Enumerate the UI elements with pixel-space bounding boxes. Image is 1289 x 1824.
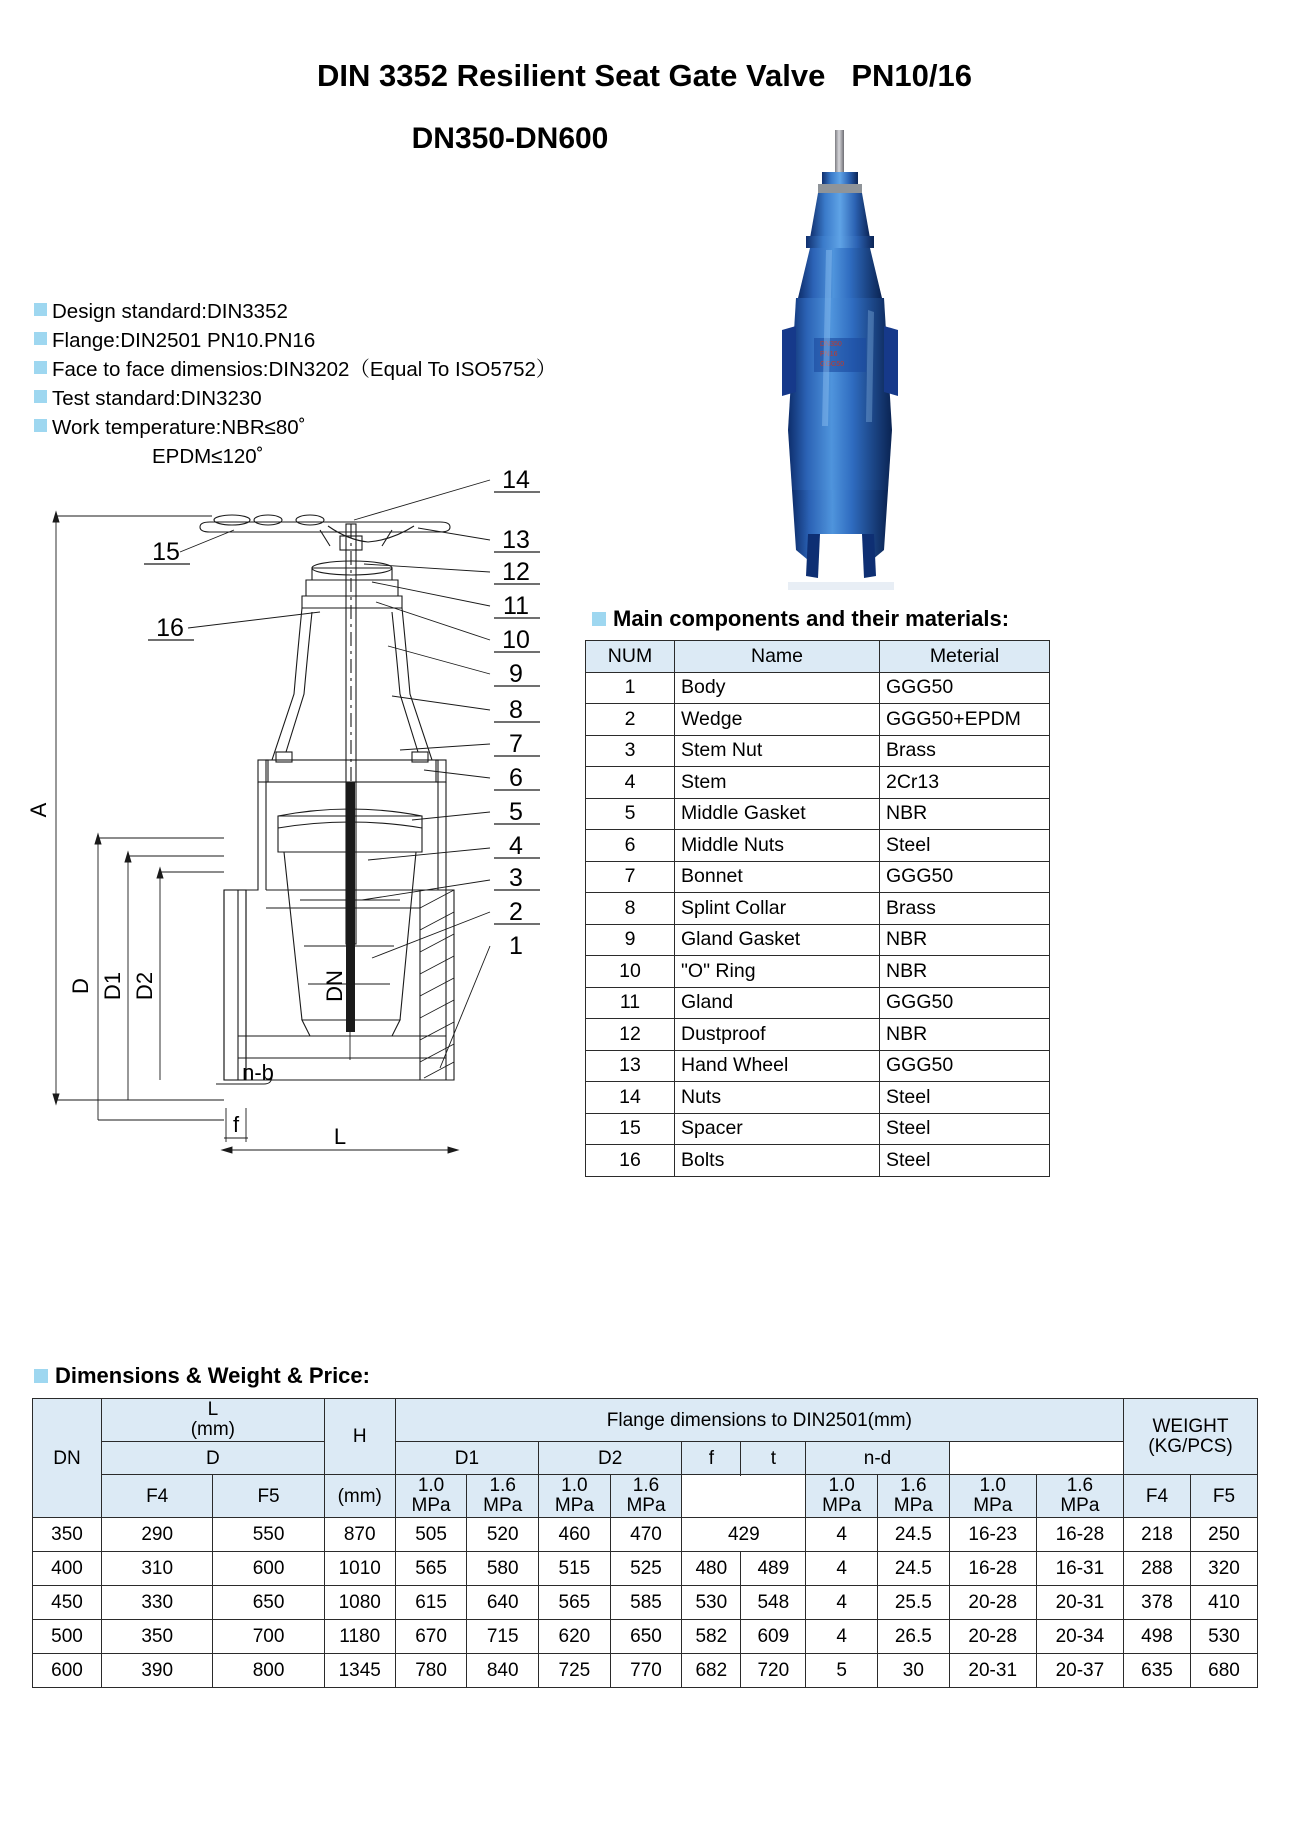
dim-col-weight-group: [1124, 1399, 1258, 1475]
material-name: Stem Nut: [675, 735, 880, 767]
material-name: Bonnet: [675, 861, 880, 893]
material-num: 16: [586, 1145, 675, 1177]
table-row: [586, 893, 1050, 925]
dim-cell-d2-10: 530: [682, 1586, 741, 1620]
dim-cell-l-f5: 800: [213, 1654, 324, 1688]
callout-4: 4: [509, 832, 523, 860]
dim-cell-d2-10: 480: [682, 1552, 741, 1586]
dimensions-header-row-2: [33, 1442, 1258, 1475]
material-name: Spacer: [675, 1113, 880, 1145]
dim-cell-weight-f4: 498: [1124, 1620, 1191, 1654]
dim-col-d-10: [395, 1475, 467, 1518]
material-num: 3: [586, 735, 675, 767]
dim-cell-f: 4: [806, 1518, 878, 1552]
dim-cell-weight-f5: 250: [1191, 1518, 1258, 1552]
dim-cell-d1-16: 650: [610, 1620, 682, 1654]
table-row: [33, 1518, 1258, 1552]
dim-mpa: MPa: [893, 1495, 933, 1516]
dim-col-d1-16: [610, 1475, 682, 1518]
material-num: 5: [586, 798, 675, 830]
dim-cell-dn: 450: [33, 1586, 102, 1620]
spec-item: [34, 413, 654, 442]
dim-cell-d-10: 615: [395, 1586, 467, 1620]
material-name: Body: [675, 672, 880, 704]
dimensions-table: [32, 1398, 1258, 1688]
callout-8: 8: [509, 696, 523, 724]
material-name: Middle Gasket: [675, 798, 880, 830]
dim-cell-weight-f4: 288: [1124, 1552, 1191, 1586]
dim-cell-weight-f5: 410: [1191, 1586, 1258, 1620]
dim-cell-l-f4: 330: [102, 1586, 213, 1620]
material-name: Dustproof: [675, 1019, 880, 1051]
dim-col-weight-unit: (KG/PCS): [1148, 1435, 1233, 1457]
table-row: [586, 956, 1050, 988]
dim-cell-d1-16: 585: [610, 1586, 682, 1620]
page-title: [0, 58, 1289, 94]
dim-cell-t: 24.5: [878, 1518, 950, 1552]
dim-cell-nd-16: 16-31: [1036, 1552, 1123, 1586]
dim-cell-dn: 500: [33, 1620, 102, 1654]
dim-cell-d2-16: 489: [741, 1552, 806, 1586]
dim-cell-weight-f4: 378: [1124, 1586, 1191, 1620]
callout-2: 2: [509, 898, 523, 926]
dim-cell-l-f5: 700: [213, 1620, 324, 1654]
dim-label-A: A: [26, 802, 51, 818]
bullet-square-icon: [34, 361, 47, 374]
dim-cell-d-16: 840: [467, 1654, 539, 1688]
dimensions-body: [33, 1518, 1258, 1688]
material-name: Nuts: [675, 1082, 880, 1114]
svg-text:DN350: DN350: [820, 341, 842, 348]
dim-label-D: D: [68, 978, 93, 994]
table-row: [586, 1145, 1050, 1177]
dim-col-d-16: [467, 1475, 539, 1518]
dim-label-DN: DN: [322, 970, 347, 1002]
dim-p10: 1.0: [417, 1475, 445, 1496]
material-num: 10: [586, 956, 675, 988]
spec-continuation: EPDM≤120˚: [152, 445, 264, 468]
dim-cell-d-10: 780: [395, 1654, 467, 1688]
dim-cell-h: 1080: [324, 1586, 395, 1620]
dim-cell-d-16: 520: [467, 1518, 539, 1552]
dim-cell-l-f4: 310: [102, 1552, 213, 1586]
spec-item: [34, 297, 654, 326]
material-type: Steel: [880, 830, 1050, 862]
dim-cell-d1-10: 565: [539, 1586, 611, 1620]
material-num: 1: [586, 672, 675, 704]
callout-12: 12: [502, 558, 530, 586]
material-name: Gland Gasket: [675, 924, 880, 956]
dim-cell-h: 1180: [324, 1620, 395, 1654]
dim-col-h-unit: (mm): [324, 1475, 395, 1518]
callout-7: 7: [509, 730, 523, 758]
dim-col-d1: D1: [395, 1442, 538, 1475]
dim-cell-dn: 600: [33, 1654, 102, 1688]
material-name: Gland: [675, 987, 880, 1019]
dim-col-t: t: [741, 1442, 806, 1475]
material-name: Wedge: [675, 704, 880, 736]
dim-col-weight-f5: F5: [1191, 1475, 1258, 1518]
drawing-callout-labels: [20, 460, 580, 1160]
callout-13: 13: [502, 526, 530, 554]
materials-body: [586, 672, 1050, 1176]
material-type: GGG50: [880, 1050, 1050, 1082]
dim-label-D2: D2: [132, 971, 157, 1001]
material-name: "O" Ring: [675, 956, 880, 988]
specification-list: [34, 297, 654, 471]
bullet-square-icon: [34, 303, 47, 316]
dim-cell-d-10: 670: [395, 1620, 467, 1654]
page-subtitle: DN350-DN600: [411, 122, 609, 155]
dim-col-weight: WEIGHT: [1152, 1415, 1229, 1437]
material-type: Brass: [880, 735, 1050, 767]
material-name: Stem: [675, 767, 880, 799]
material-num: 7: [586, 861, 675, 893]
dim-cell-h: 1010: [324, 1552, 395, 1586]
table-row: [586, 704, 1050, 736]
dim-cell-l-f5: 650: [213, 1586, 324, 1620]
dim-label-n-b: n-b: [242, 1060, 274, 1085]
callout-1: 1: [509, 932, 523, 960]
materials-table: [585, 640, 1050, 1177]
dim-cell-dn: 400: [33, 1552, 102, 1586]
material-type: Steel: [880, 1113, 1050, 1145]
dim-cell-nd-16: 20-31: [1036, 1586, 1123, 1620]
material-type: NBR: [880, 924, 1050, 956]
dim-cell-f: 4: [806, 1552, 878, 1586]
dim-cell-d1-10: 725: [539, 1654, 611, 1688]
dim-cell-d-16: 640: [467, 1586, 539, 1620]
materials-col-name: Name: [675, 641, 880, 673]
table-row: [586, 924, 1050, 956]
dim-cell-nd-16: 20-34: [1036, 1620, 1123, 1654]
dim-cell-f: 5: [806, 1654, 878, 1688]
table-row: [586, 987, 1050, 1019]
bullet-square-icon: [34, 419, 47, 432]
dim-cell-t: 25.5: [878, 1586, 950, 1620]
dim-cell-nd-10: 16-23: [949, 1518, 1036, 1552]
dim-cell-l-f4: 350: [102, 1620, 213, 1654]
dimensions-heading-text: Dimensions & Weight & Price:: [55, 1363, 370, 1388]
callout-9: 9: [509, 660, 523, 688]
title-main-left: DIN 3352 Resilient Seat Gate Valve: [317, 58, 826, 93]
spec-label: Flange:DIN2501 PN10.PN16: [52, 329, 316, 352]
material-num: 15: [586, 1113, 675, 1145]
dim-cell-d1-10: 620: [539, 1620, 611, 1654]
dim-cell-d2-16: 609: [741, 1620, 806, 1654]
callout-10: 10: [502, 626, 530, 654]
dim-mpa: MPa: [554, 1495, 594, 1516]
material-type: GGG50+EPDM: [880, 704, 1050, 736]
spec-label: Test standard:DIN3230: [52, 387, 262, 410]
dim-cell-weight-f5: 530: [1191, 1620, 1258, 1654]
dim-label-D1: D1: [100, 971, 125, 1001]
spec-item: [34, 326, 654, 355]
materials-heading-text: Main components and their materials:: [613, 606, 1010, 631]
table-row: [586, 672, 1050, 704]
dim-col-nd: n-d: [806, 1442, 949, 1475]
dim-cell-t: 24.5: [878, 1552, 950, 1586]
dim-col-d2-16: [878, 1475, 950, 1518]
material-num: 8: [586, 893, 675, 925]
callout-14: 14: [502, 466, 530, 494]
dim-cell-f: 4: [806, 1620, 878, 1654]
materials-col-material: Meterial: [880, 641, 1050, 673]
dim-cell-d2-10: 682: [682, 1654, 741, 1688]
dim-cell-nd-10: 20-28: [949, 1620, 1036, 1654]
callout-3: 3: [509, 864, 523, 892]
dim-col-nd-10: [949, 1475, 1036, 1518]
dim-label-L: L: [333, 1124, 347, 1149]
callout-16: 16: [156, 614, 184, 642]
dim-mpa: MPa: [1060, 1495, 1100, 1516]
dim-col-weight-f4: F4: [1124, 1475, 1191, 1518]
dim-mpa: MPa: [973, 1495, 1013, 1516]
dim-cell-t: 30: [878, 1654, 950, 1688]
material-type: GGG50: [880, 672, 1050, 704]
material-num: 6: [586, 830, 675, 862]
dim-p16: 1.6: [632, 1475, 660, 1496]
dim-col-l: L: [207, 1399, 219, 1420]
dim-col-dn: DN: [33, 1399, 102, 1518]
dim-col-h: H: [324, 1399, 395, 1475]
material-name: Bolts: [675, 1145, 880, 1177]
dim-cell-t: 26.5: [878, 1620, 950, 1654]
material-name: Middle Nuts: [675, 830, 880, 862]
dim-cell-d1-16: 770: [610, 1654, 682, 1688]
dim-cell-d-16: 715: [467, 1620, 539, 1654]
dim-cell-dn: 350: [33, 1518, 102, 1552]
dim-cell-d1-16: 470: [610, 1518, 682, 1552]
dim-col-d: D: [102, 1442, 325, 1475]
bullet-square-icon: [592, 612, 606, 626]
table-row: [586, 798, 1050, 830]
dim-cell-weight-f4: 635: [1124, 1654, 1191, 1688]
spec-item: [34, 384, 654, 413]
table-row: [586, 1082, 1050, 1114]
dim-cell-d1-10: 460: [539, 1518, 611, 1552]
dim-cell-h: 870: [324, 1518, 395, 1552]
dim-p10: 1.0: [828, 1475, 855, 1496]
dim-p10: 1.0: [561, 1475, 588, 1496]
dim-cell-d2-16: 548: [741, 1586, 806, 1620]
material-type: Steel: [880, 1082, 1050, 1114]
product-photo: [752, 130, 930, 590]
dim-mpa: MPa: [822, 1495, 862, 1516]
dim-cell-d2-16: 720: [741, 1654, 806, 1688]
bullet-square-icon: [34, 390, 47, 403]
dim-cell-nd-16: 20-37: [1036, 1654, 1123, 1688]
dim-p16: 1.6: [1066, 1475, 1094, 1496]
dim-mpa: MPa: [411, 1495, 451, 1516]
dim-cell-h: 1345: [324, 1654, 395, 1688]
material-num: 11: [586, 987, 675, 1019]
dim-cell-weight-f4: 218: [1124, 1518, 1191, 1552]
material-type: Steel: [880, 1145, 1050, 1177]
material-type: NBR: [880, 1019, 1050, 1051]
material-num: 13: [586, 1050, 675, 1082]
dim-cell-d1-10: 515: [539, 1552, 611, 1586]
dim-cell-nd-10: 20-28: [949, 1586, 1036, 1620]
table-row: [586, 767, 1050, 799]
material-num: 9: [586, 924, 675, 956]
dim-label-f: f: [232, 1112, 240, 1137]
material-num: 2: [586, 704, 675, 736]
material-num: 4: [586, 767, 675, 799]
table-row: [33, 1552, 1258, 1586]
dim-col-l-group: [102, 1399, 325, 1442]
material-name: Splint Collar: [675, 893, 880, 925]
dim-cell-f: 4: [806, 1586, 878, 1620]
material-type: 2Cr13: [880, 767, 1050, 799]
dim-cell-d-16: 580: [467, 1552, 539, 1586]
spec-item: [34, 355, 654, 384]
dim-cell-l-f5: 600: [213, 1552, 324, 1586]
dim-p16: 1.6: [489, 1475, 516, 1496]
table-row: [586, 735, 1050, 767]
table-row: [586, 830, 1050, 862]
dim-cell-nd-10: 16-28: [949, 1552, 1036, 1586]
svg-text:PN16: PN16: [820, 351, 838, 358]
svg-text:GGG50: GGG50: [820, 361, 845, 368]
dim-col-d1-10: [539, 1475, 611, 1518]
bullet-square-icon: [34, 332, 47, 345]
dim-cell-d-10: 565: [395, 1552, 467, 1586]
table-row: [33, 1654, 1258, 1688]
dim-cell-weight-f5: 680: [1191, 1654, 1258, 1688]
dim-mpa: MPa: [483, 1495, 523, 1516]
dimensions-section-heading: [34, 1363, 370, 1389]
materials-header-row: [586, 641, 1050, 673]
materials-section-heading: [592, 606, 1009, 632]
dim-cell-d2-10: 582: [682, 1620, 741, 1654]
dim-cell-d2-10: 429: [682, 1518, 806, 1552]
table-row: [33, 1620, 1258, 1654]
material-num: 14: [586, 1082, 675, 1114]
dimensions-header-row-1: [33, 1399, 1258, 1442]
dim-col-l-unit: (mm): [190, 1419, 236, 1440]
table-row: [586, 1113, 1050, 1145]
callout-6: 6: [509, 764, 523, 792]
dim-mpa: MPa: [626, 1495, 666, 1516]
title-main-right: PN10/16: [851, 58, 972, 93]
material-type: NBR: [880, 956, 1050, 988]
material-type: NBR: [880, 798, 1050, 830]
bullet-square-icon: [34, 1369, 48, 1383]
dim-p10: 1.0: [979, 1475, 1006, 1496]
dim-col-f: f: [682, 1442, 741, 1475]
dim-cell-l-f4: 290: [102, 1518, 213, 1552]
dim-cell-l-f4: 390: [102, 1654, 213, 1688]
dim-cell-d1-16: 525: [610, 1552, 682, 1586]
dim-cell-l-f5: 550: [213, 1518, 324, 1552]
table-row: [33, 1586, 1258, 1620]
table-row: [586, 861, 1050, 893]
callout-15: 15: [152, 538, 180, 566]
table-row: [586, 1019, 1050, 1051]
material-type: GGG50: [880, 987, 1050, 1019]
callout-11: 11: [503, 592, 529, 620]
spec-label: Work temperature:NBR≤80˚: [52, 416, 306, 439]
material-name: Hand Wheel: [675, 1050, 880, 1082]
dim-cell-nd-16: 16-28: [1036, 1518, 1123, 1552]
dim-col-d2-10: [806, 1475, 878, 1518]
dim-col-nd-16: [1036, 1475, 1123, 1518]
spec-label: Face to face dimensios:DIN3202（Equal To ISO5752）: [52, 358, 557, 381]
dim-col-d2: D2: [539, 1442, 682, 1475]
spec-label: Design standard:DIN3352: [52, 300, 288, 323]
dim-col-l-f5: F5: [213, 1475, 324, 1518]
dim-cell-nd-10: 20-31: [949, 1654, 1036, 1688]
material-num: 12: [586, 1019, 675, 1051]
material-type: Brass: [880, 893, 1050, 925]
table-row: [586, 1050, 1050, 1082]
materials-col-num: NUM: [586, 641, 675, 673]
dim-col-flange-group: Flange dimensions to DIN2501(mm): [395, 1399, 1123, 1442]
material-type: GGG50: [880, 861, 1050, 893]
dim-cell-d-10: 505: [395, 1518, 467, 1552]
dim-p16: 1.6: [900, 1475, 927, 1496]
dim-col-l-f4: F4: [102, 1475, 213, 1518]
dim-cell-weight-f5: 320: [1191, 1552, 1258, 1586]
callout-5: 5: [509, 798, 523, 826]
